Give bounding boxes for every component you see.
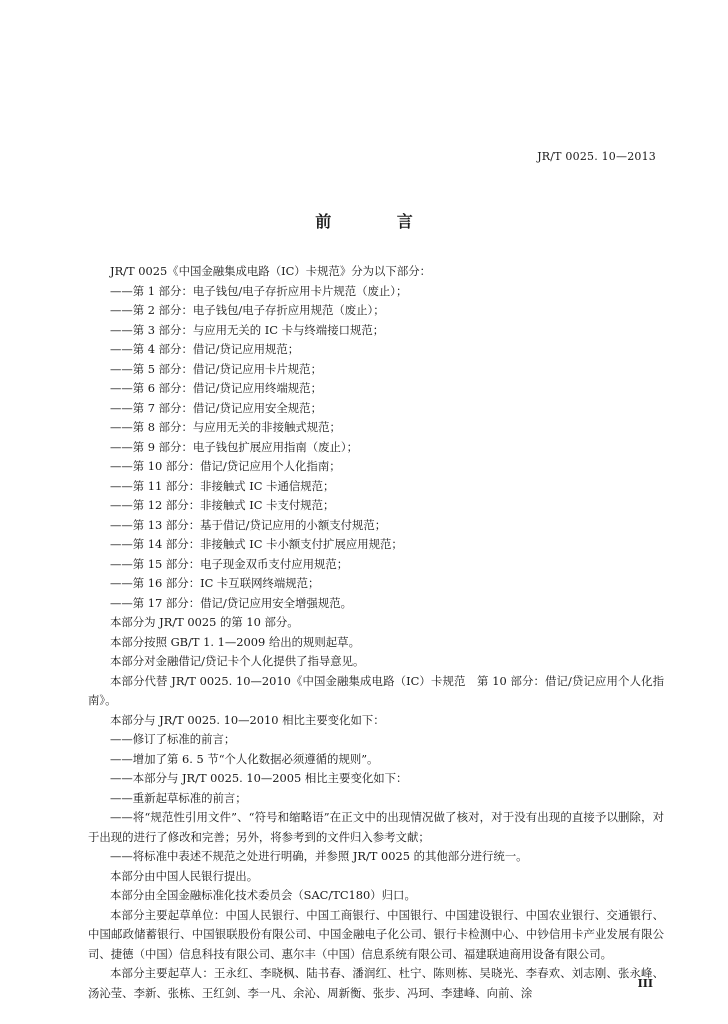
document-code: JR/T 0025. 10—2013 — [537, 150, 656, 163]
paragraph: 本部分对金融借记/贷记卡个人化提供了指导意见。 — [110, 654, 365, 668]
list-item: ——增加了第 6. 5 节“个人化数据必须遵循的规则”。 — [110, 751, 379, 766]
list-item: ——将“规范性引用文件”、“符号和缩略语”在正文中的出现情况做了核对，对于没有出现的直接予以删除，对于出现的进行了修改和完善；另外，将参考到的文件归入参考文献； — [88, 810, 664, 844]
page-title: 前 言 — [315, 212, 443, 231]
list-item: ——第 7 部分：借记/贷记应用安全规范； — [110, 400, 322, 415]
paragraph: 本部分主要起草人：王永红、李晓枫、陆书春、潘润红、杜宁、陈则栋、吴晓光、李春欢、刘志刚、张永峰、汤沁莹、李新、张栋、王红剑、李一凡、余沁、周新衡、张步、冯珂、李建峰、向前、涂 — [88, 966, 664, 1000]
list-item: ——第 3 部分：与应用无关的 IC 卡与终端接口规范； — [110, 322, 385, 337]
list-item: ——第 11 部分：非接触式 IC 卡通信规范； — [110, 478, 335, 493]
paragraph: 本部分主要起草单位：中国人民银行、中国工商银行、中国银行、中国建设银行、中国农业银行、交通银行、中国邮政储蓄银行、中国银联股份有限公司、中国金融电子化公司、银行卡检测中心、中钞信用卡产业发展有限公司、捷德（中国）信息科技有限公司、惠尔丰（中国）信息系统有限公司、福建联迪商用设备有限公司。 — [88, 907, 664, 961]
paragraph: 本部分由中国人民银行提出。 — [110, 868, 259, 883]
page-number: III — [637, 977, 653, 990]
list-item: ——本部分与 JR/T 0025. 10—2005 相比主要变化如下： — [110, 771, 408, 785]
list-item: ——修订了标准的前言； — [110, 732, 236, 746]
list-item: ——第 5 部分：借记/贷记应用卡片规范； — [110, 361, 322, 376]
list-item: ——第 17 部分：借记/贷记应用安全增强规范。 — [110, 595, 352, 610]
list-item: ——第 9 部分：电子钱包扩展应用指南（废止）； — [110, 439, 358, 454]
paragraph: 本部分按照 GB/T 1. 1—2009 给出的规则起草。 — [110, 634, 360, 649]
paragraph: 本部分由全国金融标准化技术委员会（SAC/TC180）归口。 — [110, 888, 416, 902]
list-item: ——第 4 部分：借记/贷记应用规范； — [110, 342, 300, 356]
list-item: ——第 14 部分：非接触式 IC 卡小额支付扩展应用规范； — [110, 537, 403, 551]
list-item: ——第 2 部分：电子钱包/电子存折应用规范（废止）； — [110, 303, 385, 317]
list-item: ——第 10 部分：借记/贷记应用个人化指南； — [110, 459, 341, 473]
list-item: ——第 1 部分：电子钱包/电子存折应用卡片规范（废止）； — [110, 283, 408, 298]
paragraph: 本部分代替 JR/T 0025. 10—2010《中国金融集成电路（IC）卡规范 第 10 部分：借记/贷记应用个人化指南》。 — [88, 673, 664, 707]
list-item: ——重新起草标准的前言； — [110, 790, 247, 805]
list-item: ——将标准中表述不规范之处进行明确，并参照 JR/T 0025 的其他部分进行统一。 — [110, 849, 528, 863]
list-item: ——第 15 部分：电子现金双币支付应用规范； — [110, 556, 349, 571]
list-item: ——第 12 部分：非接触式 IC 卡支付规范； — [110, 498, 335, 512]
paragraph: 本部分为 JR/T 0025 的第 10 部分。 — [110, 615, 299, 629]
list-item: ——第 13 部分：基于借记/贷记应用的小额支付规范； — [110, 517, 387, 532]
paragraph: 本部分与 JR/T 0025. 10—2010 相比主要变化如下： — [110, 712, 385, 727]
list-item: ——第 16 部分：IC 卡互联网终端规范； — [110, 576, 320, 590]
list-item: ——第 8 部分：与应用无关的非接触式规范； — [110, 420, 341, 434]
paragraph: JR/T 0025《中国金融集成电路（IC）卡规范》分为以下部分： — [110, 264, 431, 278]
list-item: ——第 6 部分：借记/贷记应用终端规范； — [110, 381, 322, 395]
foreword-body — [88, 262, 664, 1003]
